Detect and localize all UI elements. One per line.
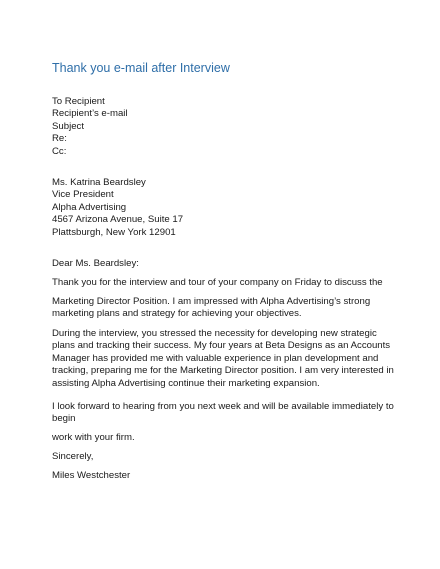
signature <box>52 470 397 482</box>
cc-field: Cc: <box>52 145 67 157</box>
paragraph-3-line-1: During the interview, you stressed the necessity for developing new strategic <box>52 328 377 339</box>
paragraph-3-line-3: Manager has provided me with valuable experience in plan development and <box>52 352 379 364</box>
recipient-role: Vice President <box>52 189 114 201</box>
paragraph-1 <box>52 277 397 289</box>
paragraph-4 <box>52 401 397 426</box>
paragraph-5-line: work with your firm. <box>52 432 135 443</box>
recipient-name: Ms. Katrina Beardsley <box>52 177 146 188</box>
closing-text: Sincerely, <box>52 451 94 462</box>
paragraph-1-line: Thank you for the interview and tour of your company on Friday to discuss the <box>52 277 383 288</box>
paragraph-3-line-4: tracking, preparing me for the Marketing Director position. I am very interested in <box>52 365 394 377</box>
recipient-company: Alpha Advertising <box>52 201 127 213</box>
paragraph-2 <box>52 296 397 321</box>
subject-field: Subject <box>52 120 84 132</box>
signature-name: Miles Westchester <box>52 470 131 481</box>
salutation <box>52 258 397 270</box>
paragraph-5 <box>52 432 397 444</box>
paragraph-3-line-2: plans and tracking their success. My four years at Beta Designs as an Accounts <box>52 340 391 352</box>
paragraph-3-line-5: assisting Alpha Advertising continue their marketing expansion. <box>52 377 320 389</box>
document-title: Thank you e-mail after Interview <box>52 61 230 75</box>
recipient-address <box>52 177 397 239</box>
paragraph-4-line-2: begin <box>52 413 76 425</box>
to-recipient-field: To Recipient <box>52 96 105 107</box>
recipient-city: Plattsburgh, New York 12901 <box>52 226 176 238</box>
re-field: Re: <box>52 133 67 145</box>
paragraph-2-line-2: marketing plans and strategy for achieving your objectives. <box>52 308 302 320</box>
email-header-fields <box>52 96 397 158</box>
closing <box>52 451 397 463</box>
paragraph-3 <box>52 328 397 390</box>
recipient-email-field: Recipient’s e-mail <box>52 108 128 120</box>
paragraph-4-line-1: I look forward to hearing from you next week and will be available immediately to <box>52 401 394 412</box>
recipient-street: 4567 Arizona Avenue, Suite 17 <box>52 214 184 226</box>
paragraph-2-line-1: Marketing Director Position. I am impressed with Alpha Advertising’s strong <box>52 296 371 307</box>
salutation-text: Dear Ms. Beardsley: <box>52 258 139 269</box>
